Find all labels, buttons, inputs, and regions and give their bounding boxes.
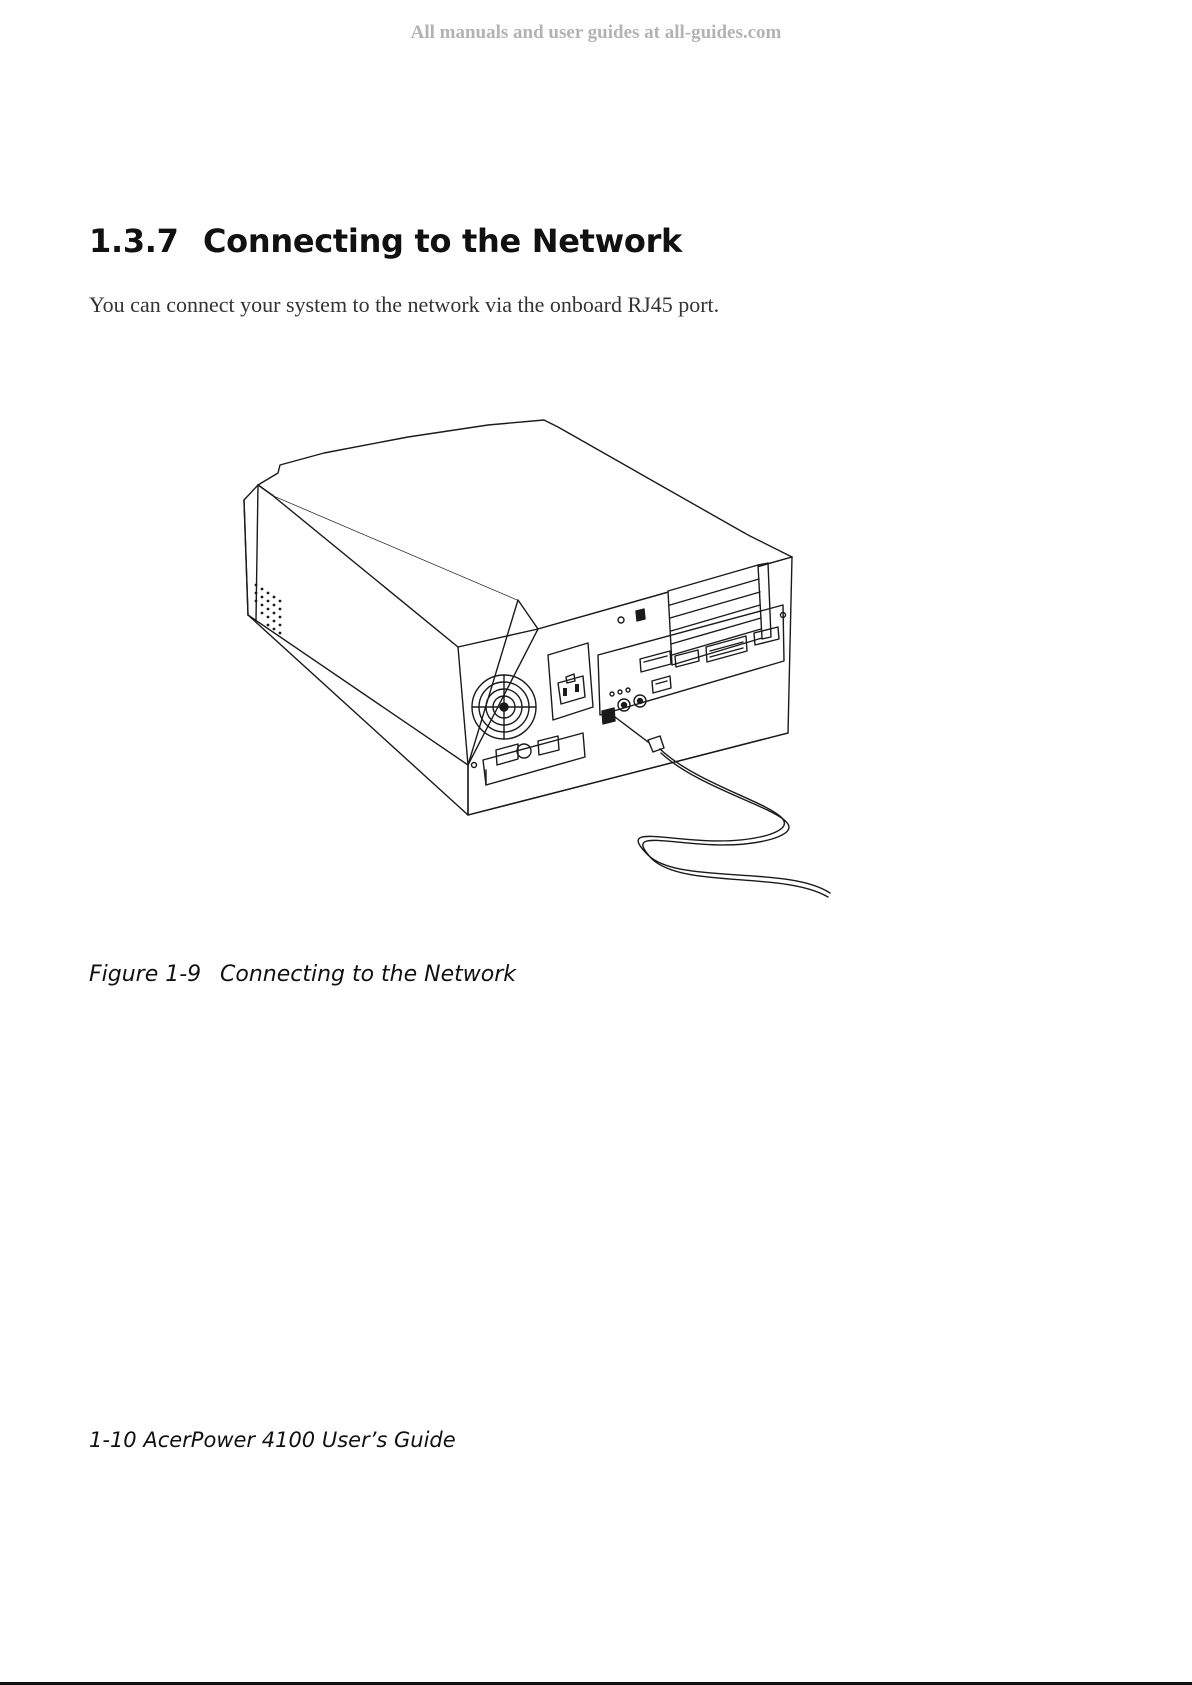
voltage-switch [636, 609, 645, 621]
computer-network-illustration [228, 415, 838, 900]
figure-label: Figure 1-9 [89, 962, 202, 987]
page-footer: 1-10 AcerPower 4100 User’s Guide [89, 1428, 456, 1452]
power-socket [548, 643, 593, 720]
body-paragraph: You can connect your system to the network via the onboard RJ45 port. [89, 292, 720, 317]
section-heading [89, 222, 682, 260]
figure-caption-text: Connecting to the Network [220, 962, 517, 987]
section-number: 1.3.7 [89, 222, 179, 260]
power-supply-fan [472, 675, 536, 739]
watermark: All manuals and user guides at all-guides.com [410, 22, 782, 43]
rj45-port [602, 708, 615, 724]
figure-caption [89, 962, 516, 987]
section-title: Connecting to the Network [203, 222, 683, 260]
